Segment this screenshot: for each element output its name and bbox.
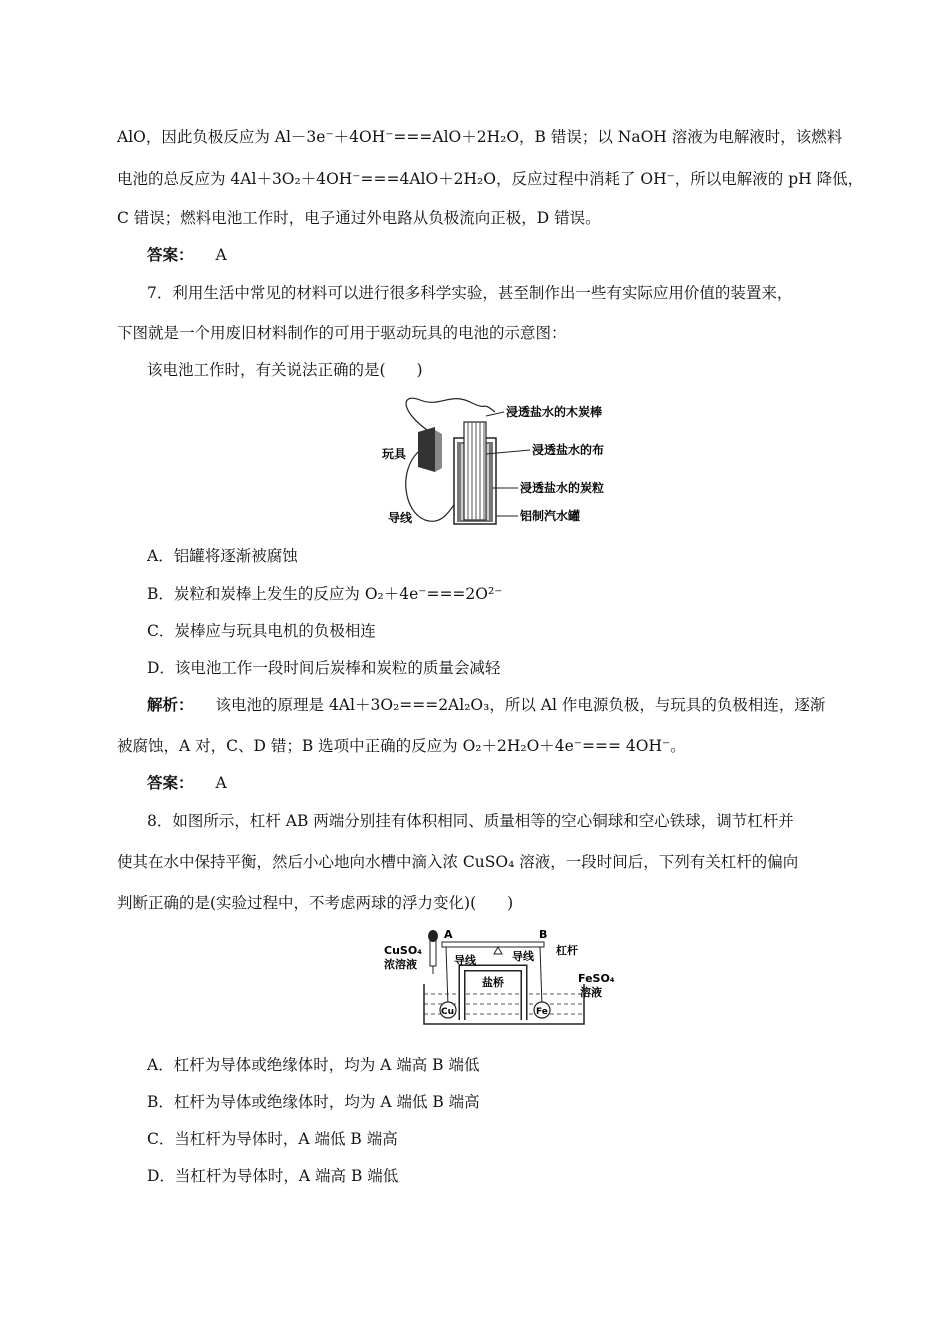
q7-option-c: C．炭棒应与玩具电机的负极相连 bbox=[147, 622, 376, 640]
q6-answer bbox=[147, 245, 227, 265]
answer-value: A bbox=[215, 774, 227, 792]
q7-option-a: A．铝罐将逐渐被腐蚀 bbox=[147, 547, 298, 565]
q8-option-d: D．当杠杆为导体时，A 端高 B 端低 bbox=[147, 1167, 399, 1185]
q8-stem-line-2: 使其在水中保持平衡，然后小心地向水槽中滴入浓 CuSO₄ 溶液，一段时间后，下列有关杠杆的偏向 bbox=[117, 853, 799, 871]
q7-stem-line-1: 7．利用生活中常见的材料可以进行很多科学实验，甚至制作出一些有实际应用价值的装置来， bbox=[147, 284, 793, 302]
q8-stem-line-1: 8．如图所示，杠杆 AB 两端分别挂有体积相同、质量相等的空心铜球和空心铁球，调节杠杆并 bbox=[147, 812, 794, 830]
lever-diagram bbox=[384, 928, 624, 1028]
analysis-label: 解析： bbox=[147, 695, 194, 714]
lever-label: 杠杆 bbox=[556, 944, 578, 957]
q6-solution-line-2: 电池的总反应为 4Al＋3O₂＋4OH⁻===4AlO＋2H₂O，反应过程中消耗了 OH⁻，所以电解液的 pH 降低， bbox=[117, 170, 864, 188]
q7-answer bbox=[147, 773, 227, 793]
q6-solution-line-3: C 错误；燃料电池工作时，电子通过外电路从负极流向正极，D 错误。 bbox=[117, 209, 601, 227]
q6-solution-line-1: AlO，因此负极反应为 Al－3e⁻＋4OH⁻===AlO＋2H₂O，B 错误；以 NaOH 溶液为电解液时，该燃料 bbox=[117, 128, 843, 146]
end-b-label: B bbox=[539, 928, 548, 941]
feso4-label-1: FeSO₄ bbox=[578, 972, 615, 985]
q7-stem-line-3: 该电池工作时，有关说法正确的是( ) bbox=[147, 361, 423, 379]
cuso4-label-1: CuSO₄ bbox=[384, 944, 422, 957]
salt-bridge-label: 盐桥 bbox=[482, 976, 504, 989]
q7-option-d: D．该电池工作一段时间后炭棒和炭粒的质量会减轻 bbox=[147, 659, 501, 677]
answer-label: 答案： bbox=[147, 773, 194, 792]
granules-label: 浸透盐水的炭粒 bbox=[520, 481, 605, 495]
feso4-label-2: 溶液 bbox=[580, 986, 602, 999]
answer-label: 答案： bbox=[147, 245, 194, 264]
rod-label: 浸透盐水的木炭棒 bbox=[506, 405, 603, 419]
q8-option-b: B．杠杆为导体或绝缘体时，均为 A 端低 B 端高 bbox=[147, 1093, 480, 1111]
wire-left-label: 导线 bbox=[454, 954, 476, 967]
q7-stem-line-2: 下图就是一个用废旧材料制作的可用于驱动玩具的电池的示意图： bbox=[117, 324, 567, 342]
analysis-text: 该电池的原理是 4Al＋3O₂===2Al₂O₃，所以 Al 作电源负极，与玩具的负极相连，逐渐 bbox=[215, 696, 826, 714]
cuso4-label-2: 浓溶液 bbox=[384, 958, 417, 971]
cu-label: Cu bbox=[441, 1007, 455, 1017]
end-a-label: A bbox=[444, 928, 453, 941]
q7-analysis-line-1 bbox=[147, 695, 825, 715]
cloth-label: 浸透盐水的布 bbox=[532, 443, 605, 457]
q8-option-c: C．当杠杆为导体时，A 端低 B 端高 bbox=[147, 1130, 398, 1148]
wire-label: 导线 bbox=[388, 511, 413, 525]
answer-value: A bbox=[215, 246, 227, 264]
toy-label: 玩具 bbox=[382, 447, 407, 461]
q8-stem-line-3: 判断正确的是(实验过程中，不考虑两球的浮力变化)( ) bbox=[117, 894, 514, 912]
fe-label: Fe bbox=[536, 1007, 548, 1017]
q7-option-b: B．炭粒和炭棒上发生的反应为 O₂＋4e⁻===2O²⁻ bbox=[147, 585, 503, 603]
q7-analysis-line-2: 被腐蚀，A 对，C、D 错；B 选项中正确的反应为 O₂＋2H₂O＋4e⁻=== 4OH⁻。 bbox=[117, 737, 686, 755]
battery-diagram bbox=[380, 392, 620, 532]
wire-right-label: 导线 bbox=[512, 950, 534, 963]
q8-option-a: A．杠杆为导体或绝缘体时，均为 A 端高 B 端低 bbox=[147, 1056, 480, 1074]
can-label: 铝制汽水罐 bbox=[520, 509, 581, 523]
